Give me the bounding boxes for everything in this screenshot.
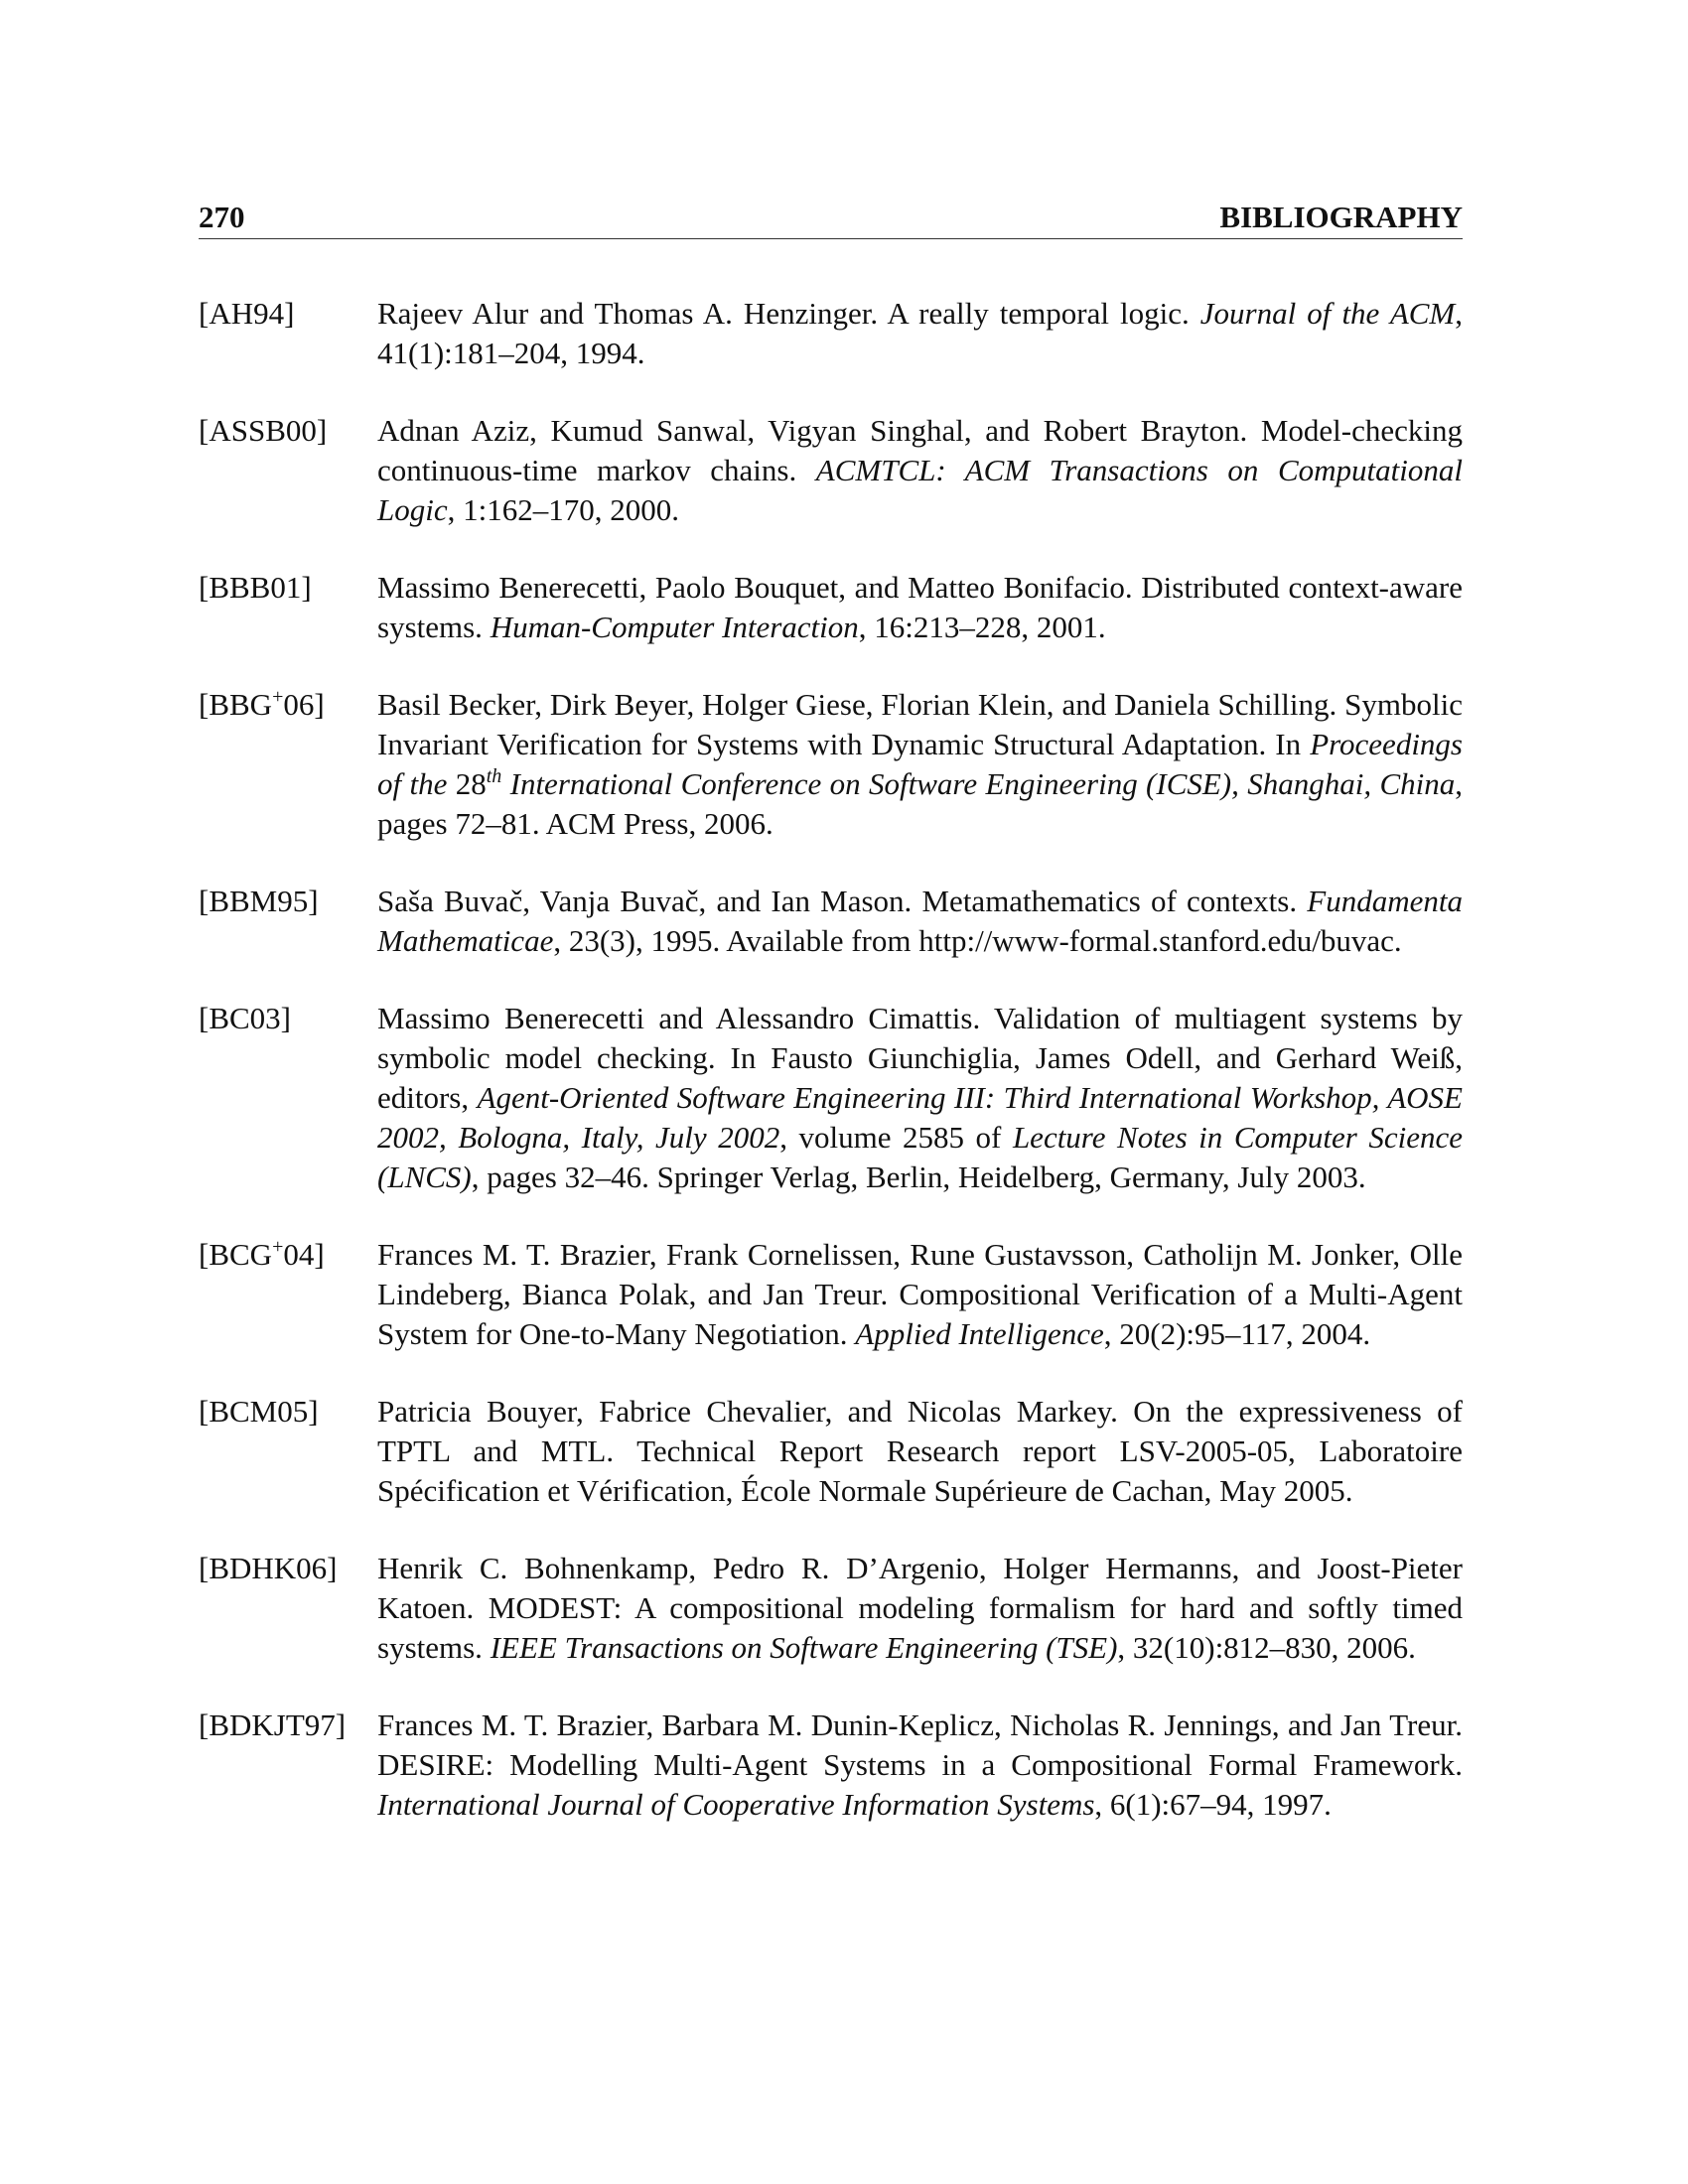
bib-entry-bbm95 xyxy=(199,882,1463,961)
citation-venue-ordinal: th xyxy=(486,765,502,787)
citation-authors-title: Saša Buvač, Vanja Buvač, and Ian Mason. Metamathematics of contexts. xyxy=(377,884,1308,918)
citation-authors-title: Massimo Benerecetti and Alessandro Cimattis. Validation of multiagent systems by symbolic model checking. In Fausto Giunchiglia, James Odell, and Gerhard Weiß, editors, xyxy=(377,1001,1463,1115)
citation-key-end: 06] xyxy=(283,687,325,722)
citation-venue: Fundamenta Mathematicae xyxy=(377,884,1463,958)
citation-key: [BCM05] xyxy=(199,1394,319,1429)
citation-text xyxy=(377,882,1463,961)
citation-details: , 41(1):181–204, 1994. xyxy=(377,296,1463,370)
bib-entry-assb00 xyxy=(199,411,1463,530)
citation-details: , pages 32–46. Springer Verlag, Berlin, Heidelberg, Germany, July 2003. xyxy=(471,1160,1366,1194)
citation-key-sup: + xyxy=(272,686,284,708)
page-header xyxy=(199,195,1463,239)
citation-venue: Agent-Oriented Software Engineering III: Third International Workshop, AOSE 2002, Bologna, Italy, July 2002 xyxy=(377,1080,1463,1155)
citation-venue: IEEE Transactions on Software Engineering (TSE) xyxy=(490,1630,1118,1665)
citation-text xyxy=(377,1549,1463,1668)
citation-text xyxy=(377,294,1463,373)
bib-entry-bbb01 xyxy=(199,568,1463,647)
citation-details: , 1:162–170, 2000. xyxy=(447,492,679,527)
bib-entry-bbg06 xyxy=(199,685,1463,844)
page-number: 270 xyxy=(199,200,245,234)
citation-venue: Applied Intelligence xyxy=(855,1316,1104,1351)
citation-key: [BBM95] xyxy=(199,884,319,918)
citation-text xyxy=(377,1235,1463,1354)
bib-entry-bdkjt97 xyxy=(199,1706,1463,1825)
citation-authors-title: Frances M. T. Brazier, Frank Cornelissen, Rune Gustavsson, Catholijn M. Jonker, Olle Lindeberg, Bianca Polak, and Jan Treur. Compositional Verification of a Multi-Agent System for One-to-Many Negotiation. xyxy=(377,1237,1463,1351)
citation-key: [BC03] xyxy=(199,1001,291,1035)
citation-text xyxy=(377,999,1463,1197)
citation-volume: , volume 2585 of xyxy=(779,1120,1013,1155)
citation-authors-title: Massimo Benerecetti, Paolo Bouquet, and Matteo Bonifacio. Distributed context-aware systems. xyxy=(377,570,1463,644)
bib-entry-ah94 xyxy=(199,294,1463,373)
bibliography-list xyxy=(199,294,1463,1862)
citation-details: , 6(1):67–94, 1997. xyxy=(1094,1787,1332,1822)
citation-details: , 16:213–228, 2001. xyxy=(858,610,1106,644)
citation-venue: Journal of the ACM xyxy=(1199,296,1456,331)
citation-key-end: 04] xyxy=(283,1237,325,1272)
citation-authors-title: Adnan Aziz, Kumud Sanwal, Vigyan Singhal, and Robert Brayton. Model-checking continuous-time markov chains. xyxy=(377,413,1463,487)
citation-key-base: [BCG xyxy=(199,1237,273,1272)
citation-venue: Proceedings of the xyxy=(377,727,1463,801)
citation-details: , 32(10):812–830, 2006. xyxy=(1117,1630,1416,1665)
citation-venue-number: 28 xyxy=(455,766,487,801)
citation-venue: Human-Computer Interaction xyxy=(490,610,859,644)
citation-text xyxy=(377,1706,1463,1825)
citation-details: , pages 72–81. ACM Press, 2006. xyxy=(377,766,1463,841)
citation-venue: ACMTCL: ACM Transactions on Computational Logic xyxy=(377,453,1463,527)
bib-entry-bcm05 xyxy=(199,1392,1463,1511)
citation-key-sup: + xyxy=(272,1236,284,1258)
citation-authors-title: Frances M. T. Brazier, Barbara M. Dunin-Keplicz, Nicholas R. Jennings, and Jan Treur. DESIRE: Modelling Multi-Agent Systems in a Compositional Formal Framework. xyxy=(377,1707,1463,1782)
citation-authors-title: Basil Becker, Dirk Beyer, Holger Giese, Florian Klein, and Daniela Schilling. Symbolic Invariant Verification for Systems with Dynamic Structural Adaptation. In xyxy=(377,687,1463,761)
citation-series: Lecture Notes in Computer Science (LNCS) xyxy=(377,1120,1464,1194)
citation-text xyxy=(377,411,1463,530)
running-title: BIBLIOGRAPHY xyxy=(1219,200,1463,234)
citation-key xyxy=(199,685,377,725)
citation-details: , 23(3), 1995. Available from http://www-formal.stanford.edu/buvac. xyxy=(553,923,1402,958)
citation-venue: International Journal of Cooperative Information Systems xyxy=(377,1787,1095,1822)
citation-text xyxy=(377,568,1463,647)
citation-details: , 20(2):95–117, 2004. xyxy=(1103,1316,1371,1351)
citation-key: [BBB01] xyxy=(199,570,312,605)
citation-authors-title: Patricia Bouyer, Fabrice Chevalier, and Nicolas Markey. On the expressiveness of TPTL and MTL. Technical Report Research report LSV-2005-05, Laboratoire Spécification et Vérification, École Normale Supérieure de Cachan, May 2005. xyxy=(377,1394,1463,1508)
citation-key: [BDHK06] xyxy=(199,1551,338,1585)
citation-text xyxy=(377,1392,1463,1511)
bib-entry-bcg04 xyxy=(199,1235,1463,1354)
citation-authors-title: Rajeev Alur and Thomas A. Henzinger. A really temporal logic. xyxy=(377,296,1200,331)
citation-key-base: [BBG xyxy=(199,687,273,722)
citation-key: [ASSB00] xyxy=(199,413,328,448)
bib-entry-bc03 xyxy=(199,999,1463,1197)
citation-key: [AH94] xyxy=(199,296,295,331)
citation-authors-title: Henrik C. Bohnenkamp, Pedro R. D’Argenio, Holger Hermanns, and Joost-Pieter Katoen. MODEST: A compositional modeling formalism for hard and softly timed systems. xyxy=(377,1551,1463,1665)
citation-text xyxy=(377,685,1463,844)
citation-key: [BDKJT97] xyxy=(199,1707,347,1742)
citation-key xyxy=(199,1235,377,1275)
citation-venue-rest: International Conference on Software Engineering (ICSE), Shanghai, China xyxy=(501,766,1456,801)
bib-entry-bdhk06 xyxy=(199,1549,1463,1668)
